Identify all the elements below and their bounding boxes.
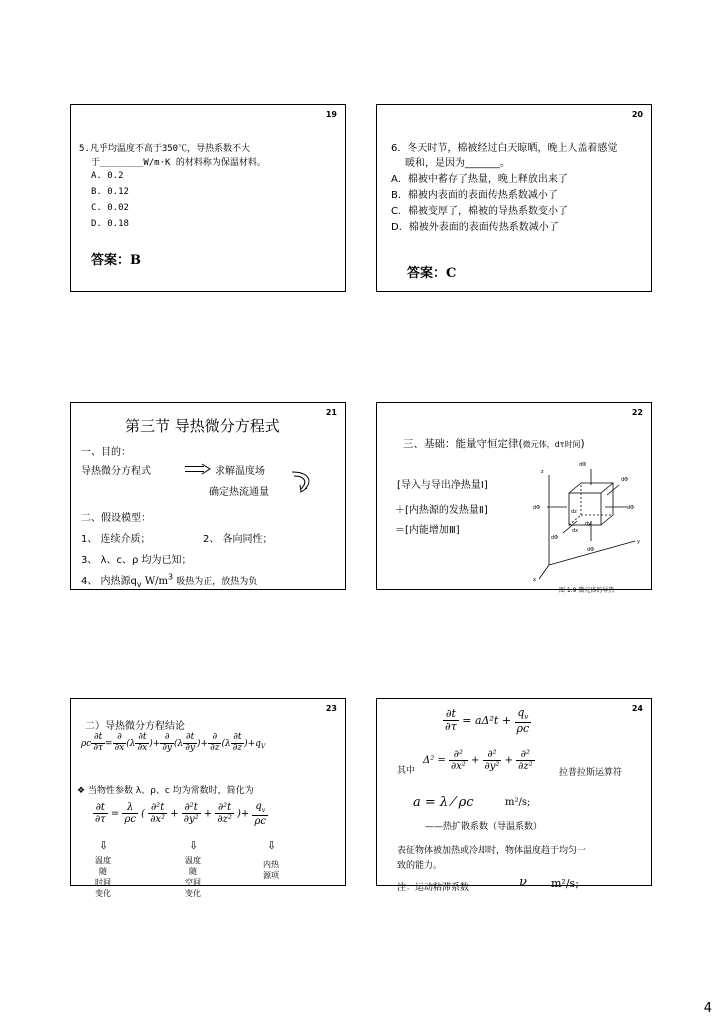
where-label: 其中 — [397, 766, 416, 776]
page-number: 4 — [703, 1001, 712, 1016]
slide-22 — [376, 402, 652, 594]
fig-label-dx: dx — [572, 528, 579, 534]
solve-heat-flux: 确定热流通量 — [209, 487, 269, 498]
assumption-1: 1、 连续介质； — [81, 534, 151, 545]
title-close: ) — [580, 438, 585, 450]
title-note: 微元体，dτ时间 — [522, 440, 581, 449]
fig-label-top: dΦ — [579, 462, 587, 468]
down-arrow-icon-1: ⇩ — [99, 839, 109, 852]
diffusivity-name: ——热扩散系数（导温系数） — [425, 822, 543, 832]
slide-title: 第三节 导热微分方程式 — [125, 417, 280, 435]
curved-arrow-icon — [289, 469, 315, 497]
slide-number: 21 — [325, 408, 337, 417]
qv-unit: W/m — [144, 576, 168, 587]
option-c: C．棉被变厚了，棉被的导热系数变小了 — [391, 206, 568, 217]
assumption-3: 3、 λ、c、ρ 均为已知； — [81, 555, 192, 566]
option-d: D. 0.18 — [91, 219, 129, 229]
fig-label-bottom: dΦ — [587, 547, 595, 553]
fig-label-front: dΦ — [551, 535, 559, 541]
note-text: 当物性参数 λ、ρ、c 均为常数时，简化为 — [87, 786, 254, 796]
sign-convention: 吸热为正，放热为负 — [176, 577, 258, 587]
balance-term-3: ＝[内能增加Ⅲ] — [395, 525, 460, 536]
kinematic-viscosity-note: 注：运动粘滞系数 — [397, 883, 470, 893]
model-heading: 二、假设模型： — [81, 513, 151, 524]
title-main: 三、基础：能量守恒定律( — [403, 438, 523, 450]
question-line-2: 暖和，是因为_______。 — [405, 158, 510, 169]
option-d: D．棉被外表面的表面传热系数减小了 — [391, 222, 559, 233]
diffusivity-unit: m²/s; — [505, 797, 531, 808]
label-line: 随 — [99, 867, 107, 876]
slide-23 — [70, 698, 346, 898]
heat-equation-laplace: $\frac{\partial t}{\partial\tau}$ = aΔ²t + $\frac{q_v}{\rho c}$ — [445, 706, 530, 735]
question-line-1: 5.凡乎均温度不高于350℃，导热系数不大 — [79, 144, 251, 154]
nu-symbol: ν — [519, 875, 527, 890]
option-a: A．棉被中蓄存了热量，晚上释放出来了 — [391, 174, 568, 185]
answer: 答案：C — [407, 266, 457, 281]
slide-number: 23 — [325, 704, 337, 713]
option-a: A. 0.2 — [91, 171, 124, 181]
fig-label-left: dΦ — [533, 505, 541, 511]
fig-label-dy: dy — [585, 521, 592, 527]
balance-term-1: [导入与导出净热量Ⅰ] — [397, 480, 488, 491]
label-line: 空间 — [185, 878, 201, 887]
laplace-operator: Δ² = $\frac{\text{∂²}}{\text{∂x²}}$ + $\frac{\text{∂²}}{\text{∂y²}}$ + $\frac{\text{∂²}}{\text{∂z²}}$ — [423, 749, 533, 772]
general-heat-equation: ρc $\frac{\partial t}{\partial\tau}$ = $\frac{\partial}{\partial x}$ (λ $\frac{\partial t}{\partial x}$ )+ $\frac{\partial}{\partial y}$ (λ $\frac{\partial t}{\partial y}$ )+ $\frac{\partial}{\partial z}$ (λ $\frac{\partial t}{\partial z}$ )$+q_V$ — [81, 732, 266, 753]
label-heat-source — [253, 859, 289, 881]
label-line: 变化 — [95, 889, 111, 898]
slide-20 — [376, 104, 652, 292]
assumption-4 — [81, 572, 257, 589]
diamond-bullet-icon: ❖ — [77, 786, 88, 796]
figure-caption: 图 1.9 微元体的导热 — [559, 587, 615, 594]
balance-term-2: ＋[内热源的发热量Ⅱ] — [395, 505, 488, 516]
answer: 答案：B — [91, 253, 141, 268]
question-line-2: 于________W/m·K 的材料称为保温材料。 — [91, 158, 266, 168]
label-space-variation — [175, 855, 211, 899]
differential-element-figure — [527, 455, 647, 585]
down-arrow-icon-3: ⇩ — [267, 839, 277, 852]
assumption-2: 2、 各向同性； — [203, 534, 273, 545]
simplified-heat-equation: $\frac{\partial t}{\partial\tau}$ = $\frac{\lambda}{\rho c}$ ( $\frac{\text{∂²t}}{\text{∂x²}}$ + $\frac{\text{∂²t}}{\text{∂y²}}$ + $\frac{\text{∂²t}}{\text{∂z²}}$ )+ $\frac{q_v}{\rho c}$ — [95, 801, 266, 827]
option-c: C. 0.02 — [91, 203, 129, 213]
label-line: 源项 — [263, 871, 279, 880]
fig-axis-x: x — [533, 577, 536, 583]
slide-title — [403, 436, 585, 451]
nu-unit: m²/s; — [551, 877, 579, 890]
slide-number: 22 — [631, 408, 643, 417]
solve-temperature-field: 求解温度场 — [215, 466, 265, 477]
laplace-name: 拉普拉斯运算符 — [559, 768, 623, 778]
label-line: 随 — [189, 867, 197, 876]
assumption-4-label: 4、 内热源q — [81, 576, 137, 587]
qv-subscript: v — [136, 580, 142, 589]
option-b: B．棉被内表面的表面传热系数减小了 — [391, 190, 558, 201]
down-arrow-icon-2: ⇩ — [189, 839, 199, 852]
fig-axis-z: z — [541, 469, 544, 475]
slide-24 — [376, 698, 652, 893]
arrow-right-icon — [184, 463, 212, 475]
constant-properties-note — [77, 783, 254, 796]
label-line: 内热 — [263, 860, 279, 869]
purpose-heading: 一、目的： — [81, 447, 131, 458]
label-line: 温度 — [185, 856, 201, 865]
slide-19 — [70, 104, 346, 292]
description-line-2: 致的能力。 — [397, 861, 443, 871]
slide-21 — [70, 402, 346, 590]
fig-label-dz: dz — [571, 509, 577, 515]
fig-label-right-top: dΦ — [621, 477, 629, 483]
label-line: 温度 — [95, 856, 111, 865]
equation-name: 导热微分方程式 — [81, 466, 151, 477]
label-line: 变化 — [185, 889, 201, 898]
slide-number: 24 — [631, 704, 643, 713]
fig-label-right: dΦ — [627, 505, 635, 511]
diffusivity-formula: a = λ ⁄ ρc — [413, 795, 474, 810]
slide-number: 19 — [325, 110, 337, 119]
fig-axis-y: y — [637, 539, 640, 545]
label-line: 时间 — [95, 878, 111, 887]
unit-exponent: 3 — [167, 572, 174, 582]
option-b: B. 0.12 — [91, 187, 129, 197]
label-time-variation — [85, 855, 121, 899]
question-line-1: 6．冬天时节，棉被经过白天晾晒，晚上人盖着感觉 — [391, 143, 618, 154]
slide-title: 二）导热微分方程结论 — [85, 721, 185, 732]
slide-number: 20 — [631, 110, 643, 119]
description-line-1: 表征物体被加热或冷却时，物体温度趋于均匀一 — [397, 846, 587, 856]
